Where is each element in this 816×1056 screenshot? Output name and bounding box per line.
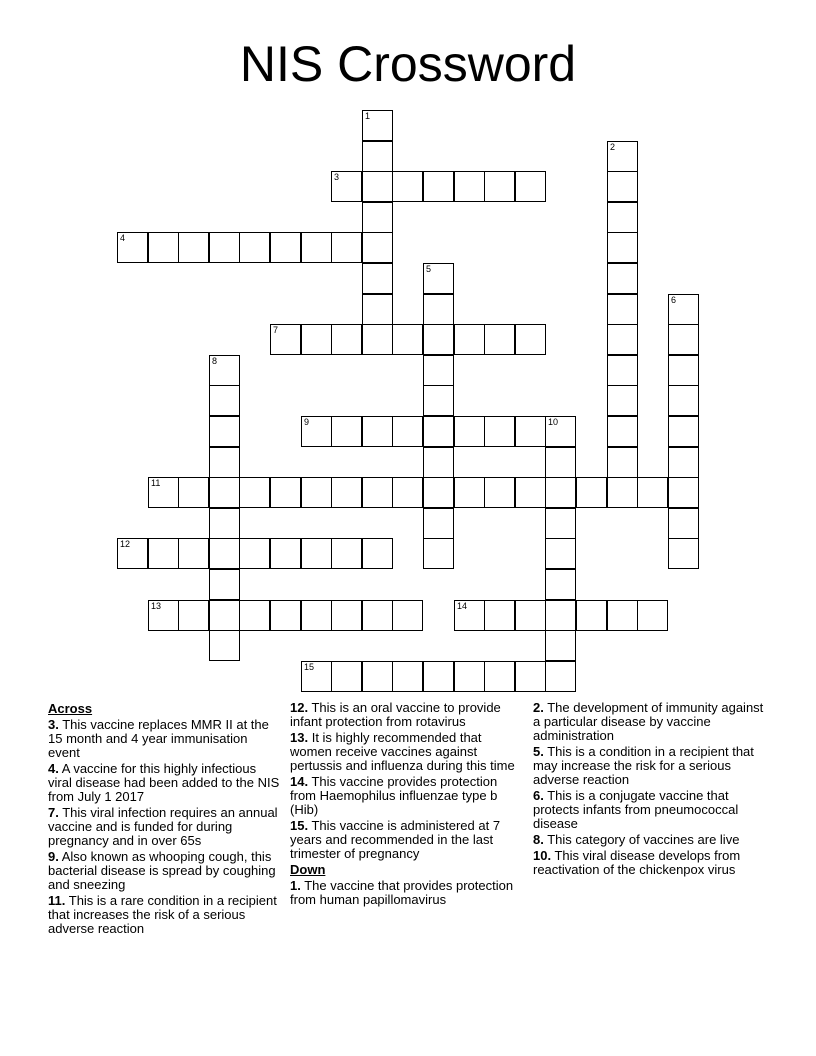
crossword-cell[interactable] [239,538,270,569]
crossword-cell[interactable] [454,171,485,202]
crossword-cell[interactable] [423,385,454,416]
crossword-cell-8[interactable] [209,355,240,386]
crossword-cell[interactable] [423,508,454,539]
crossword-cell[interactable] [331,324,362,355]
crossword-cell[interactable] [484,600,515,631]
cell-number: 9 [304,417,310,427]
crossword-cell[interactable] [454,416,485,447]
crossword-cell[interactable] [331,416,362,447]
clues-column-1 [48,701,280,938]
crossword-cell[interactable] [423,355,454,386]
crossword-cell[interactable] [545,569,576,600]
cell-number: 6 [671,295,677,305]
clue-down-5: 5. This is a condition in a recipient that may increase the risk for a serious adverse reaction [533,744,754,787]
crossword-cell[interactable] [362,263,393,294]
crossword-cell[interactable] [607,171,638,202]
crossword-cell[interactable] [607,324,638,355]
crossword-cell[interactable] [607,600,638,631]
crossword-cell-12[interactable] [117,538,148,569]
crossword-cell[interactable] [637,600,668,631]
crossword-cell[interactable] [423,294,454,325]
crossword-cell[interactable] [545,661,576,692]
crossword-cell[interactable] [209,538,240,569]
crossword-cell-4[interactable] [117,232,148,263]
crossword-cell-6[interactable] [668,294,699,325]
crossword-cell-14[interactable] [454,600,485,631]
crossword-cell[interactable] [423,447,454,478]
clue-down-6: 6. This is a conjugate vaccine that protects infants from pneumococcal disease [533,788,739,831]
crossword-cell[interactable] [545,477,576,508]
crossword-cell[interactable] [301,324,332,355]
crossword-cell[interactable] [545,538,576,569]
crossword-cell[interactable] [668,447,699,478]
cell-number: 8 [212,356,218,366]
crossword-cell[interactable] [515,600,546,631]
crossword-cell[interactable] [607,385,638,416]
down-heading: Down [290,862,326,877]
crossword-cell[interactable] [209,232,240,263]
crossword-cell[interactable] [668,385,699,416]
crossword-cell[interactable] [607,202,638,233]
crossword-cell[interactable] [392,171,423,202]
crossword-cell-11[interactable] [148,477,179,508]
crossword-cell[interactable] [423,538,454,569]
crossword-cell-13[interactable] [148,600,179,631]
crossword-cell[interactable] [668,355,699,386]
crossword-cell[interactable] [454,477,485,508]
crossword-cell[interactable] [454,661,485,692]
cell-number: 10 [548,417,559,427]
crossword-cell[interactable] [209,385,240,416]
crossword-cell[interactable] [209,600,240,631]
crossword-cell[interactable] [515,171,546,202]
clue-down-1: 1. The vaccine that provides protection from human papillomavirus [290,878,514,907]
cell-number: 4 [120,233,126,243]
crossword-cell[interactable] [362,661,393,692]
crossword-cell[interactable] [178,538,209,569]
cell-number: 14 [457,601,468,611]
crossword-cell[interactable] [484,416,515,447]
crossword-cell[interactable] [362,141,393,172]
crossword-cell[interactable] [362,538,393,569]
clue-down-8: 8. This category of vaccines are live [533,832,740,847]
crossword-cell[interactable] [545,508,576,539]
crossword-cell[interactable] [331,600,362,631]
crossword-cell[interactable] [331,538,362,569]
cell-number: 3 [334,172,340,182]
crossword-cell[interactable] [239,232,270,263]
cell-number: 12 [120,539,131,549]
clue-across-15: 15. This vaccine is administered at 7 years and recommended in the last trimester of pregnancy [290,818,501,861]
crossword-cell[interactable] [148,232,179,263]
crossword-cell-9[interactable] [301,416,332,447]
crossword-cell[interactable] [148,538,179,569]
crossword-cell[interactable] [576,600,607,631]
clue-across-3: 3. This vaccine replaces MMR II at the 15 month and 4 year immunisation event [48,717,269,760]
crossword-cell[interactable] [392,600,423,631]
page-title: NIS Crossword [239,36,577,92]
crossword-cell[interactable] [301,600,332,631]
crossword-cell[interactable] [668,538,699,569]
crossword-cell[interactable] [515,477,546,508]
crossword-cell[interactable] [668,477,699,508]
cell-number: 13 [151,601,162,611]
crossword-cell[interactable] [484,324,515,355]
crossword-cell[interactable] [545,447,576,478]
crossword-cell[interactable] [178,477,209,508]
crossword-cell-7[interactable] [270,324,301,355]
crossword-cell[interactable] [423,661,454,692]
clues-column-3 [533,701,765,879]
crossword-cell[interactable] [392,477,423,508]
crossword-cell[interactable] [239,477,270,508]
crossword-cell[interactable] [362,202,393,233]
crossword-cell-10[interactable] [545,416,576,447]
clue-across-12: 12. This is an oral vaccine to provide infant protection from rotavirus [290,700,501,729]
crossword-cell[interactable] [637,477,668,508]
crossword-cell[interactable] [607,263,638,294]
crossword-cell[interactable] [331,232,362,263]
crossword-cell[interactable] [484,661,515,692]
crossword-cell-3[interactable] [331,171,362,202]
crossword-cell[interactable] [576,477,607,508]
crossword-cell[interactable] [362,232,393,263]
cell-number: 1 [365,111,371,121]
crossword-cell[interactable] [607,447,638,478]
clue-across-7: 7. This viral infection requires an annual vaccine and is funded for during pregnancy and in over 65s [48,805,278,848]
crossword-cell-15[interactable] [301,661,332,692]
clue-down-2: 2. The development of immunity against a particular disease by vaccine administration [533,700,764,743]
crossword-cell[interactable] [331,477,362,508]
crossword-cell[interactable] [209,508,240,539]
crossword-cell[interactable] [545,600,576,631]
crossword-cell[interactable] [607,232,638,263]
crossword-cell[interactable] [607,294,638,325]
crossword-cell[interactable] [668,508,699,539]
cell-number: 15 [304,662,315,672]
cell-number: 11 [151,478,161,488]
across-heading: Across [48,701,93,716]
crossword-cell[interactable] [515,324,546,355]
crossword-cell[interactable] [178,232,209,263]
crossword-cell[interactable] [270,538,301,569]
clue-across-14: 14. This vaccine provides protection from Haemophilus influenzae type b (Hib) [290,774,498,817]
clue-across-11: 11. This is a rare condition in a recipient that increases the risk of a serious adverse reaction [48,893,277,936]
crossword-cell[interactable] [607,416,638,447]
crossword-cell[interactable] [515,661,546,692]
crossword-cell[interactable] [423,171,454,202]
crossword-cell[interactable] [209,477,240,508]
cell-number: 5 [426,264,432,274]
crossword-cell[interactable] [270,477,301,508]
crossword-cell[interactable] [209,416,240,447]
crossword-cell[interactable] [178,600,209,631]
crossword-cell[interactable] [392,661,423,692]
crossword-cell[interactable] [545,630,576,661]
crossword-cell[interactable] [668,416,699,447]
crossword-cell[interactable] [362,477,393,508]
crossword-cell[interactable] [607,477,638,508]
crossword-cell[interactable] [515,416,546,447]
crossword-cell[interactable] [270,600,301,631]
crossword-cell[interactable] [423,477,454,508]
crossword-cell[interactable] [454,324,485,355]
crossword-cell[interactable] [362,294,393,325]
crossword-cell[interactable] [301,538,332,569]
clue-across-13: 13. It is highly recommended that women receive vaccines against pertussis and influenza during this time [290,730,515,773]
crossword-cell[interactable] [484,171,515,202]
crossword-cell[interactable] [209,630,240,661]
crossword-cell[interactable] [331,661,362,692]
crossword-cell[interactable] [392,324,423,355]
crossword-cell-5[interactable] [423,263,454,294]
clue-across-9: 9. Also known as whooping cough, this bacterial disease is spread by coughing and sneezing [48,849,276,892]
crossword-cell[interactable] [270,232,301,263]
crossword-cell[interactable] [607,355,638,386]
crossword-cell[interactable] [362,416,393,447]
crossword-cell[interactable] [484,477,515,508]
crossword-cell[interactable] [423,324,454,355]
crossword-cell[interactable] [301,232,332,263]
crossword-cell[interactable] [392,416,423,447]
crossword-cell[interactable] [301,477,332,508]
clues-column-2 [290,701,522,909]
crossword-cell[interactable] [209,569,240,600]
crossword-cell-1[interactable] [362,110,393,141]
crossword-cell[interactable] [362,171,393,202]
crossword-cell[interactable] [668,324,699,355]
cell-number: 2 [610,142,616,152]
clue-across-4: 4. A vaccine for this highly infectious viral disease had been added to the NIS from July 1 2017 [48,761,280,804]
crossword-cell-2[interactable] [607,141,638,172]
crossword-cell[interactable] [239,600,270,631]
crossword-cell[interactable] [209,447,240,478]
cell-number: 7 [273,325,279,335]
crossword-cell[interactable] [362,324,393,355]
crossword-cell[interactable] [362,600,393,631]
crossword-cell[interactable] [423,416,454,447]
clue-down-10: 10. This viral disease develops from reactivation of the chickenpox virus [533,848,741,877]
